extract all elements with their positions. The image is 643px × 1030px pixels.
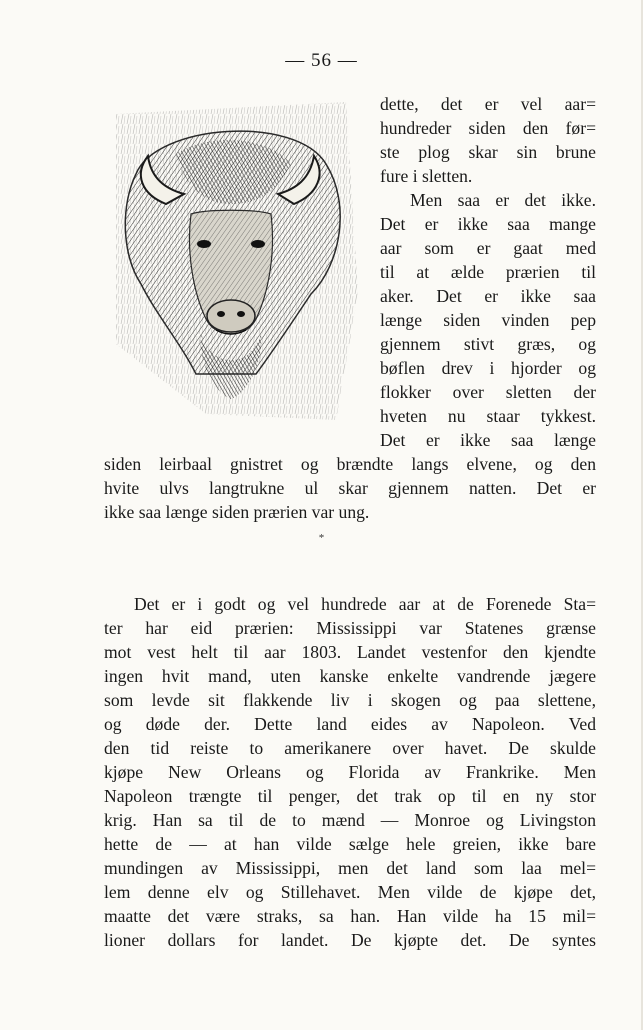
text-line: dette, det er vel aar= — [380, 94, 596, 114]
section-separator: * — [318, 532, 325, 544]
text-line: hundreder siden den før= — [380, 118, 596, 138]
text-line: lem denne elv og Stillehavet. Men vilde de kjøpe det, — [104, 882, 596, 902]
bison-head-engraving-icon — [96, 94, 368, 420]
text-line: aker. Det er ikke saa — [380, 286, 596, 306]
text-line: aar som er gaat med — [380, 238, 596, 258]
text-line: Det er ikke saa mange — [380, 214, 596, 234]
text-line: ikke saa længe siden prærien var ung. — [104, 502, 370, 522]
text-line: Det er ikke saa længe — [380, 430, 596, 450]
text-line: gjennem stivt græs, og — [380, 334, 596, 354]
text-line: Det er i godt og vel hundrede aar at de Forenede Sta= — [134, 594, 596, 614]
text-line: mundingen av Mississippi, men det land som laa mel= — [104, 858, 596, 878]
text-line: hvite ulvs langtrukne ul skar gjennem natten. Det er — [104, 478, 596, 498]
text-line: fure i sletten. — [380, 166, 473, 186]
bison-head-illustration — [96, 94, 368, 420]
text-line: den tid reiste to amerikanere over havet. De skulde — [104, 738, 596, 758]
text-line: hveten nu staar tykkest. — [380, 406, 596, 426]
text-line: ter har eid prærien: Mississippi var Statenes grænse — [104, 618, 596, 638]
text-line: og døde der. Dette land eides av Napoleon. Ved — [104, 714, 596, 734]
text-line: hette de — at han vilde sælge hele greien, ikke bare — [104, 834, 596, 854]
text-line: maatte det være straks, sa han. Han vilde ha 15 mil= — [104, 906, 596, 926]
text-line: krig. Han sa til de to mænd — Monroe og Livingston — [104, 810, 596, 830]
text-line: længe siden vinden pep — [380, 310, 596, 330]
text-line: ste plog skar sin brune — [380, 142, 596, 162]
text-line: lioner dollars for landet. De kjøpte det. De syntes — [104, 930, 596, 950]
text-line: bøflen drev i hjorder og — [380, 358, 596, 378]
text-line: mot vest helt til aar 1803. Landet vestenfor den kjendte — [104, 642, 596, 662]
text-line: Men saa er det ikke. — [410, 190, 596, 210]
page-number: — 56 — — [285, 50, 358, 71]
text-line: flokker over sletten der — [380, 382, 596, 402]
text-line: Napoleon trængte til penger, det trak op til en ny stor — [104, 786, 596, 806]
text-line: som levde sit flakkende liv i skogen og paa slettene, — [104, 690, 596, 710]
text-line: ingen hvit mand, uten kanske enkelte vandrende jægere — [104, 666, 596, 686]
text-line: siden leirbaal gnistret og brændte langs elvene, og den — [104, 454, 596, 474]
text-line: til at ælde prærien til — [380, 262, 596, 282]
text-line: kjøpe New Orleans og Florida av Frankrike. Men — [104, 762, 596, 782]
